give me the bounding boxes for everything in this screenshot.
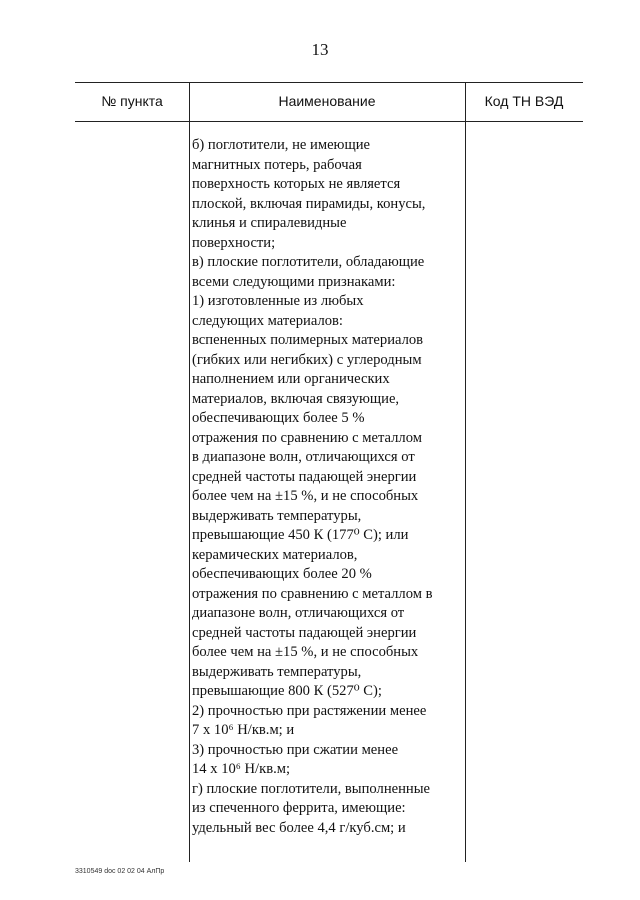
text-line: магнитных потерь, рабочая [192,156,362,173]
text-line: керамических материалов, [192,546,358,563]
text-line: выдерживать температуры, [192,663,362,680]
table-column-divider-2 [465,82,466,862]
header-item-number: № пункта [101,93,163,109]
table-header-border [75,121,583,122]
text-line: отражения по сравнению с металлом в [192,585,433,602]
page-number: 13 [311,40,329,59]
text-line: превышающие 450 К (177⁰ С); или [192,527,409,543]
text-line: отражения по сравнению с металлом [192,429,422,446]
text-line: превышающие 800 К (527⁰ С); [192,683,382,699]
text-line: 1) изготовленные из любых [192,293,364,309]
text-line: выдерживать температуры, [192,507,362,524]
text-line: в диапазоне волн, отличающихся от [192,449,415,465]
text-line: более чем на ±15 %, и не способных [192,488,419,504]
goods-table [75,82,583,862]
text-line: плоской, включая пирамиды, конусы, [192,195,426,212]
text-line: диапазоне волн, отличающихся от [192,605,405,621]
document-footer-code: 3310549 doc 02 02 04 АлПр [75,868,165,875]
text-line: средней частоты падающей энергии [192,468,417,485]
header-name: Наименование [278,93,376,109]
text-line: всеми следующими признаками: [192,273,396,290]
text-line: поверхности; [192,234,276,251]
header-tn-ved-code: Код ТН ВЭД [484,93,564,109]
text-line: клинья и спиралевидные [192,215,347,231]
text-line: обеспечивающих более 5 % [192,410,365,426]
text-line: в) плоские поглотители, обладающие [192,254,425,270]
text-line: обеспечивающих более 20 % [192,566,372,582]
text-line: материалов, включая связующие, [192,390,400,407]
table-column-divider-1 [189,82,190,862]
text-line: 14 х 10⁶ Н/кв.м; [192,761,291,777]
text-line: б) поглотители, не имеющие [192,137,370,153]
text-line: удельный вес более 4,4 г/куб.см; и [192,819,406,836]
text-line: из спеченного феррита, имеющие: [192,800,406,816]
text-line: (гибких или негибких) с углеродным [192,351,422,368]
text-line: наполнением или органических [192,371,390,387]
text-line: поверхность которых не является [192,176,401,192]
text-line: 2) прочностью при растяжении менее [192,702,427,719]
text-line: следующих материалов: [192,312,343,329]
text-line: вспененных полимерных материалов [192,332,424,348]
text-line: 7 х 10⁶ Н/кв.м; и [192,722,295,738]
text-line: средней частоты падающей энергии [192,624,417,641]
text-line: более чем на ±15 %, и не способных [192,644,419,660]
text-line: 3) прочностью при сжатии менее [192,741,399,758]
naimenovanie-cell [192,136,462,838]
text-line: г) плоские поглотители, выполненные [192,780,431,797]
